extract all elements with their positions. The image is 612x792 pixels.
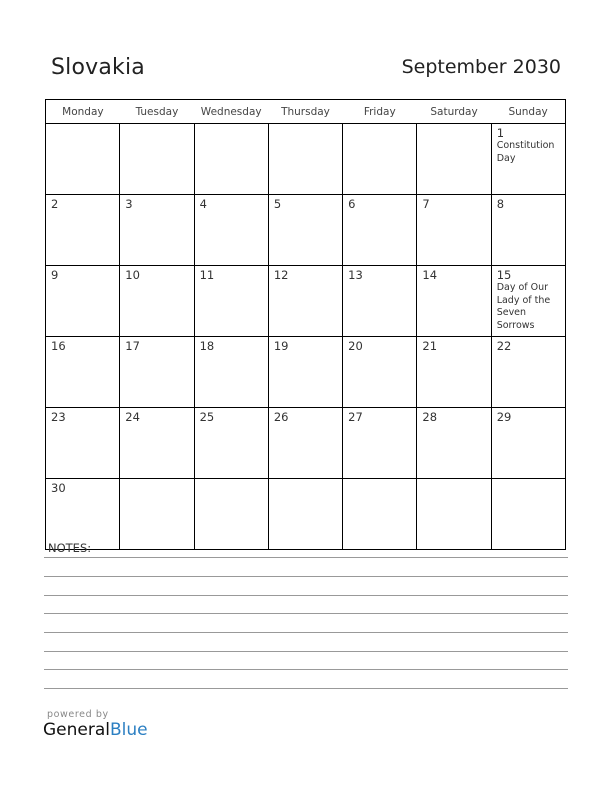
day-number: 13: [348, 268, 363, 282]
day-number: 7: [422, 197, 430, 211]
note-line: [44, 557, 568, 558]
day-cell: [120, 195, 194, 266]
day-cell: [120, 479, 194, 550]
country-title: Slovakia: [51, 55, 145, 80]
day-cell: [417, 266, 491, 337]
week-row: [46, 266, 566, 337]
notes-label: NOTES:: [48, 541, 92, 555]
day-cell: [417, 124, 491, 195]
day-number: 17: [125, 339, 140, 353]
day-cell: [491, 195, 565, 266]
weekday-tuesday: Tuesday: [120, 100, 194, 124]
day-cell: [194, 124, 268, 195]
day-number: 27: [348, 410, 363, 424]
day-cell: [194, 195, 268, 266]
day-number: 4: [199, 197, 207, 211]
day-cell: [491, 266, 565, 337]
day-cell: [46, 124, 120, 195]
weekday-monday: Monday: [46, 100, 120, 124]
day-number: 14: [422, 268, 438, 282]
week-row: [46, 337, 566, 408]
holiday-label: Constitution Day: [496, 140, 555, 164]
day-number: 15: [496, 268, 512, 282]
day-number: 23: [51, 410, 66, 424]
day-cell: [417, 479, 491, 550]
weekday-saturday: Saturday: [417, 100, 491, 124]
weekday-header-row: [46, 100, 566, 124]
day-cell: [343, 337, 417, 408]
day-number: 25: [199, 410, 215, 424]
weekday-thursday: Thursday: [268, 100, 342, 124]
day-number: 18: [199, 339, 215, 353]
note-line: [44, 688, 568, 689]
brand-blue: Blue: [110, 720, 148, 740]
day-number: 29: [496, 410, 512, 424]
day-cell: [194, 408, 268, 479]
day-cell: [491, 124, 565, 195]
day-number: 9: [51, 268, 59, 282]
generalblue-logo: [43, 720, 148, 740]
day-cell: [491, 479, 565, 550]
day-cell: [417, 195, 491, 266]
day-cell: [194, 266, 268, 337]
note-line: [44, 595, 568, 596]
day-cell: [343, 266, 417, 337]
holiday-label: Day of Our Lady of the Seven Sorrows: [496, 282, 551, 331]
day-cell: [46, 337, 120, 408]
weekday-sunday: Sunday: [491, 100, 565, 124]
day-cell: [268, 124, 342, 195]
day-number: 22: [496, 339, 512, 353]
month-year-title: September 2030: [401, 56, 561, 78]
calendar-grid: [45, 99, 566, 550]
week-row: [46, 408, 566, 479]
day-cell: [343, 408, 417, 479]
day-cell: [46, 195, 120, 266]
note-line: [44, 632, 568, 633]
week-row: [46, 124, 566, 195]
powered-by-text: powered by: [47, 709, 109, 720]
day-cell: [268, 408, 342, 479]
day-number: 8: [496, 197, 505, 211]
week-row: [46, 479, 566, 550]
day-cell: [343, 479, 417, 550]
day-cell: [417, 408, 491, 479]
day-cell: [491, 408, 565, 479]
day-cell: [194, 479, 268, 550]
note-line: [44, 613, 568, 614]
day-number: 2: [51, 197, 59, 211]
day-number: 6: [348, 197, 356, 211]
day-number: 19: [273, 339, 289, 353]
day-cell: [46, 479, 120, 550]
day-cell: [343, 195, 417, 266]
day-cell: [268, 337, 342, 408]
day-number: 28: [422, 410, 438, 424]
day-cell: [46, 408, 120, 479]
day-cell: [343, 124, 417, 195]
day-cell: [491, 337, 565, 408]
note-line: [44, 651, 568, 652]
day-number: 16: [51, 339, 66, 353]
brand-general: General: [43, 720, 110, 740]
note-line: [44, 576, 568, 577]
day-number: 30: [51, 481, 66, 495]
day-number: 1: [496, 126, 505, 140]
day-cell: [268, 266, 342, 337]
day-cell: [46, 266, 120, 337]
day-cell: [120, 337, 194, 408]
day-cell: [120, 408, 194, 479]
weekday-wednesday: Wednesday: [194, 100, 268, 124]
day-number: 20: [348, 339, 363, 353]
day-number: 10: [125, 268, 140, 282]
calendar-body: [46, 124, 566, 550]
day-number: 3: [125, 197, 133, 211]
week-row: [46, 195, 566, 266]
day-cell: [120, 124, 194, 195]
day-cell: [194, 337, 268, 408]
day-cell: [417, 337, 491, 408]
weekday-friday: Friday: [343, 100, 417, 124]
day-cell: [120, 266, 194, 337]
day-cell: [268, 195, 342, 266]
day-number: 11: [199, 268, 215, 282]
day-number: 24: [125, 410, 140, 424]
day-number: 5: [273, 197, 282, 211]
day-number: 12: [273, 268, 289, 282]
day-number: 21: [422, 339, 438, 353]
day-cell: [268, 479, 342, 550]
day-number: 26: [273, 410, 289, 424]
note-line: [44, 669, 568, 670]
